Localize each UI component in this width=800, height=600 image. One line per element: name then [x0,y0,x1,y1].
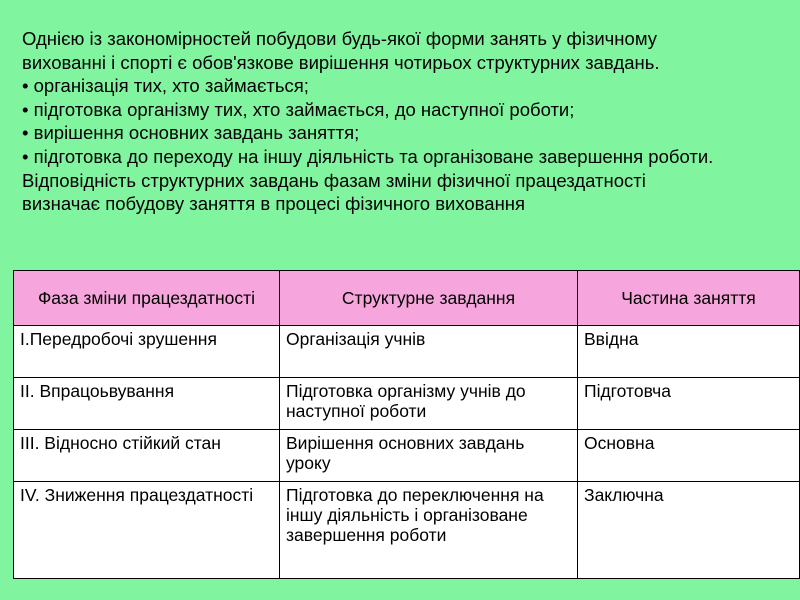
bullet-item: • підготовка організму тих, хто займається, до наступної роботи; [22,98,575,120]
header-phase: Фаза зміни працездатності [14,271,280,326]
intro-line: вихованні і спорті є обов'язкове вирішення чотирьох структурних завдань. [22,51,660,73]
table-row [14,430,800,482]
cell-phase: І.Передробочі зрушення [14,326,280,378]
cell-phase: ІІІ. Відносно стійкий стан [14,430,280,482]
table-header-row [14,271,800,326]
cell-task: Підготовка до переключення на іншу діяльність і організоване завершення роботи [280,482,578,579]
cell-phase: ІІ. Впрацоьвування [14,378,280,430]
cell-part: Заключна [578,482,800,579]
bullet-item: • вирішення основних завдань заняття; [22,122,360,144]
cell-phase: IV. Зниження працездатності [14,482,280,579]
table-row [14,482,800,579]
cell-part: Основна [578,430,800,482]
header-task: Структурне завдання [280,271,578,326]
cell-part: Підготовча [578,378,800,430]
intro-text [22,27,792,216]
header-part: Частина заняття [578,271,800,326]
intro-line: Відповідність структурних завдань фазам зміни фізичної працездатності [22,169,646,191]
bullet-item: • підготовка до переходу на іншу діяльність та організоване завершення роботи. [22,145,714,167]
table-row [14,326,800,378]
cell-task: Вирішення основних завдань уроку [280,430,578,482]
cell-task: Підготовка організму учнів до наступної роботи [280,378,578,430]
table-row [14,378,800,430]
phases-table [13,270,800,579]
intro-line: визначає побудову заняття в процесі фізичного виховання [22,193,526,215]
bullet-item: • організація тих, хто займається; [22,75,309,97]
cell-task: Організація учнів [280,326,578,378]
intro-line: Однією із закономірностей побудови будь-якої форми занять у фізичному [22,28,657,49]
cell-part: Ввідна [578,326,800,378]
